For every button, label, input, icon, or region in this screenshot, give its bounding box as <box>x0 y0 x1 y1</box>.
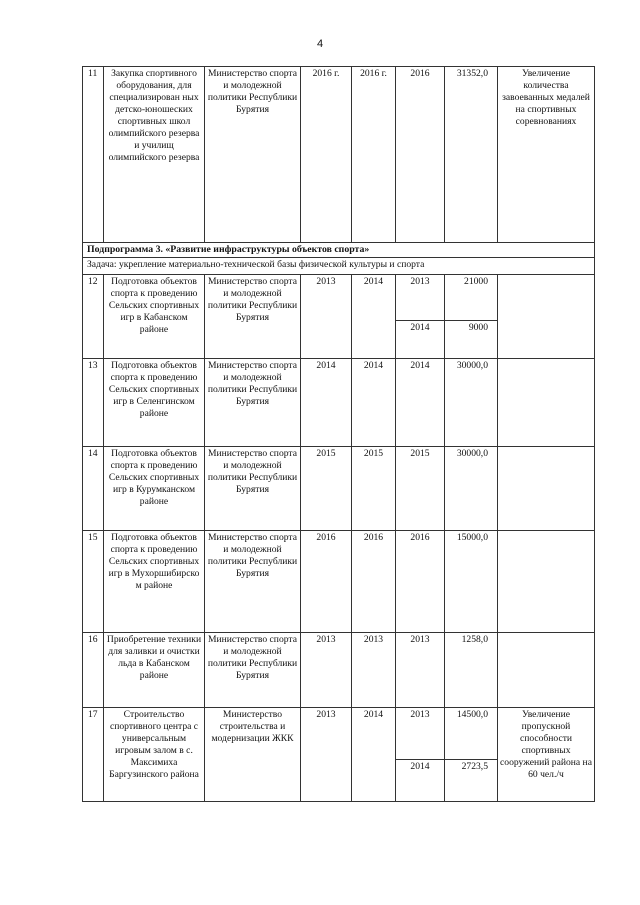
table-row <box>83 531 595 633</box>
row-number: 14 <box>83 447 104 531</box>
start-year: 2013 <box>301 275 352 359</box>
end-year: 2013 <box>352 633 396 708</box>
task-text: Задача: укрепление материально-технической базы физической культуры и спорта <box>83 258 595 275</box>
funding-amount: 30000,0 <box>445 447 498 531</box>
funding-amount: 21000 <box>445 275 498 321</box>
measure-name: Закупка спортивного оборудования, для специализирован ных детско-юношеских спортивных школ олимпийского резерва и училищ олимпийского резерва <box>104 67 205 243</box>
table-row <box>83 67 595 243</box>
funding-amount: 9000 <box>445 321 498 359</box>
measure-name: Подготовка объектов спорта к проведению Сельских спортивных игр в Селенгинском районе <box>104 359 205 447</box>
expected-result <box>498 275 595 359</box>
row-number: 15 <box>83 531 104 633</box>
end-year: 2016 <box>352 531 396 633</box>
funding-year: 2015 <box>396 447 445 531</box>
row-number: 13 <box>83 359 104 447</box>
row-number: 11 <box>83 67 104 243</box>
table-row <box>83 359 595 447</box>
page-number: 4 <box>316 38 324 50</box>
funding-amount: 2723,5 <box>445 760 498 802</box>
expected-result <box>498 531 595 633</box>
start-year: 2014 <box>301 359 352 447</box>
table-row <box>83 275 595 321</box>
funding-year: 2013 <box>396 708 445 760</box>
funding-year: 2014 <box>396 359 445 447</box>
section-row <box>83 243 595 258</box>
table-row <box>83 633 595 708</box>
row-number: 16 <box>83 633 104 708</box>
funding-year: 2013 <box>396 633 445 708</box>
row-number: 17 <box>83 708 104 802</box>
end-year: 2016 г. <box>352 67 396 243</box>
program-table <box>82 66 595 802</box>
executor: Министерство спорта и молодежной политики Республики Бурятия <box>205 633 301 708</box>
measure-name: Подготовка объектов спорта к проведению Сельских спортивных игр в Кабанском районе <box>104 275 205 359</box>
table-row <box>83 447 595 531</box>
end-year: 2014 <box>352 359 396 447</box>
table-row <box>83 708 595 760</box>
funding-amount: 30000,0 <box>445 359 498 447</box>
executor: Министерство спорта и молодежной политики Республики Бурятия <box>205 67 301 243</box>
funding-amount: 1258,0 <box>445 633 498 708</box>
end-year: 2014 <box>352 275 396 359</box>
executor: Министерство строительства и модернизации ЖКК <box>205 708 301 802</box>
expected-result: Увеличение пропускной способности спортивных сооружений района на 60 чел./ч <box>498 708 595 802</box>
expected-result: Увеличение количества завоеванных медалей на спортивных соревнованиях <box>498 67 595 243</box>
end-year: 2014 <box>352 708 396 802</box>
funding-amount: 31352,0 <box>445 67 498 243</box>
executor: Министерство спорта и молодежной политики Республики Бурятия <box>205 359 301 447</box>
funding-year: 2014 <box>396 760 445 802</box>
funding-amount: 15000,0 <box>445 531 498 633</box>
section-heading: Подпрограмма 3. «Развитие инфраструктуры объектов спорта» <box>83 243 595 258</box>
task-row <box>83 258 595 275</box>
start-year: 2015 <box>301 447 352 531</box>
start-year: 2016 г. <box>301 67 352 243</box>
row-number: 12 <box>83 275 104 359</box>
measure-name: Приобретение техники для заливки и очистки льда в Кабанском районе <box>104 633 205 708</box>
measure-name: Строительство спортивного центра с универсальным игровым залом в с. Максимиха Баргузинского района <box>104 708 205 802</box>
executor: Министерство спорта и молодежной политики Республики Бурятия <box>205 531 301 633</box>
expected-result <box>498 447 595 531</box>
measure-name: Подготовка объектов спорта к проведению Сельских спортивных игр в Мухоршибирско м районе <box>104 531 205 633</box>
start-year: 2013 <box>301 633 352 708</box>
funding-year: 2016 <box>396 531 445 633</box>
funding-year: 2014 <box>396 321 445 359</box>
expected-result <box>498 359 595 447</box>
start-year: 2016 <box>301 531 352 633</box>
measure-name: Подготовка объектов спорта к проведению Сельских спортивных игр в Курумканском районе <box>104 447 205 531</box>
funding-year: 2016 <box>396 67 445 243</box>
executor: Министерство спорта и молодежной политики Республики Бурятия <box>205 447 301 531</box>
end-year: 2015 <box>352 447 396 531</box>
expected-result <box>498 633 595 708</box>
funding-amount: 14500,0 <box>445 708 498 760</box>
funding-year: 2013 <box>396 275 445 321</box>
start-year: 2013 <box>301 708 352 802</box>
executor: Министерство спорта и молодежной политики Республики Бурятия <box>205 275 301 359</box>
